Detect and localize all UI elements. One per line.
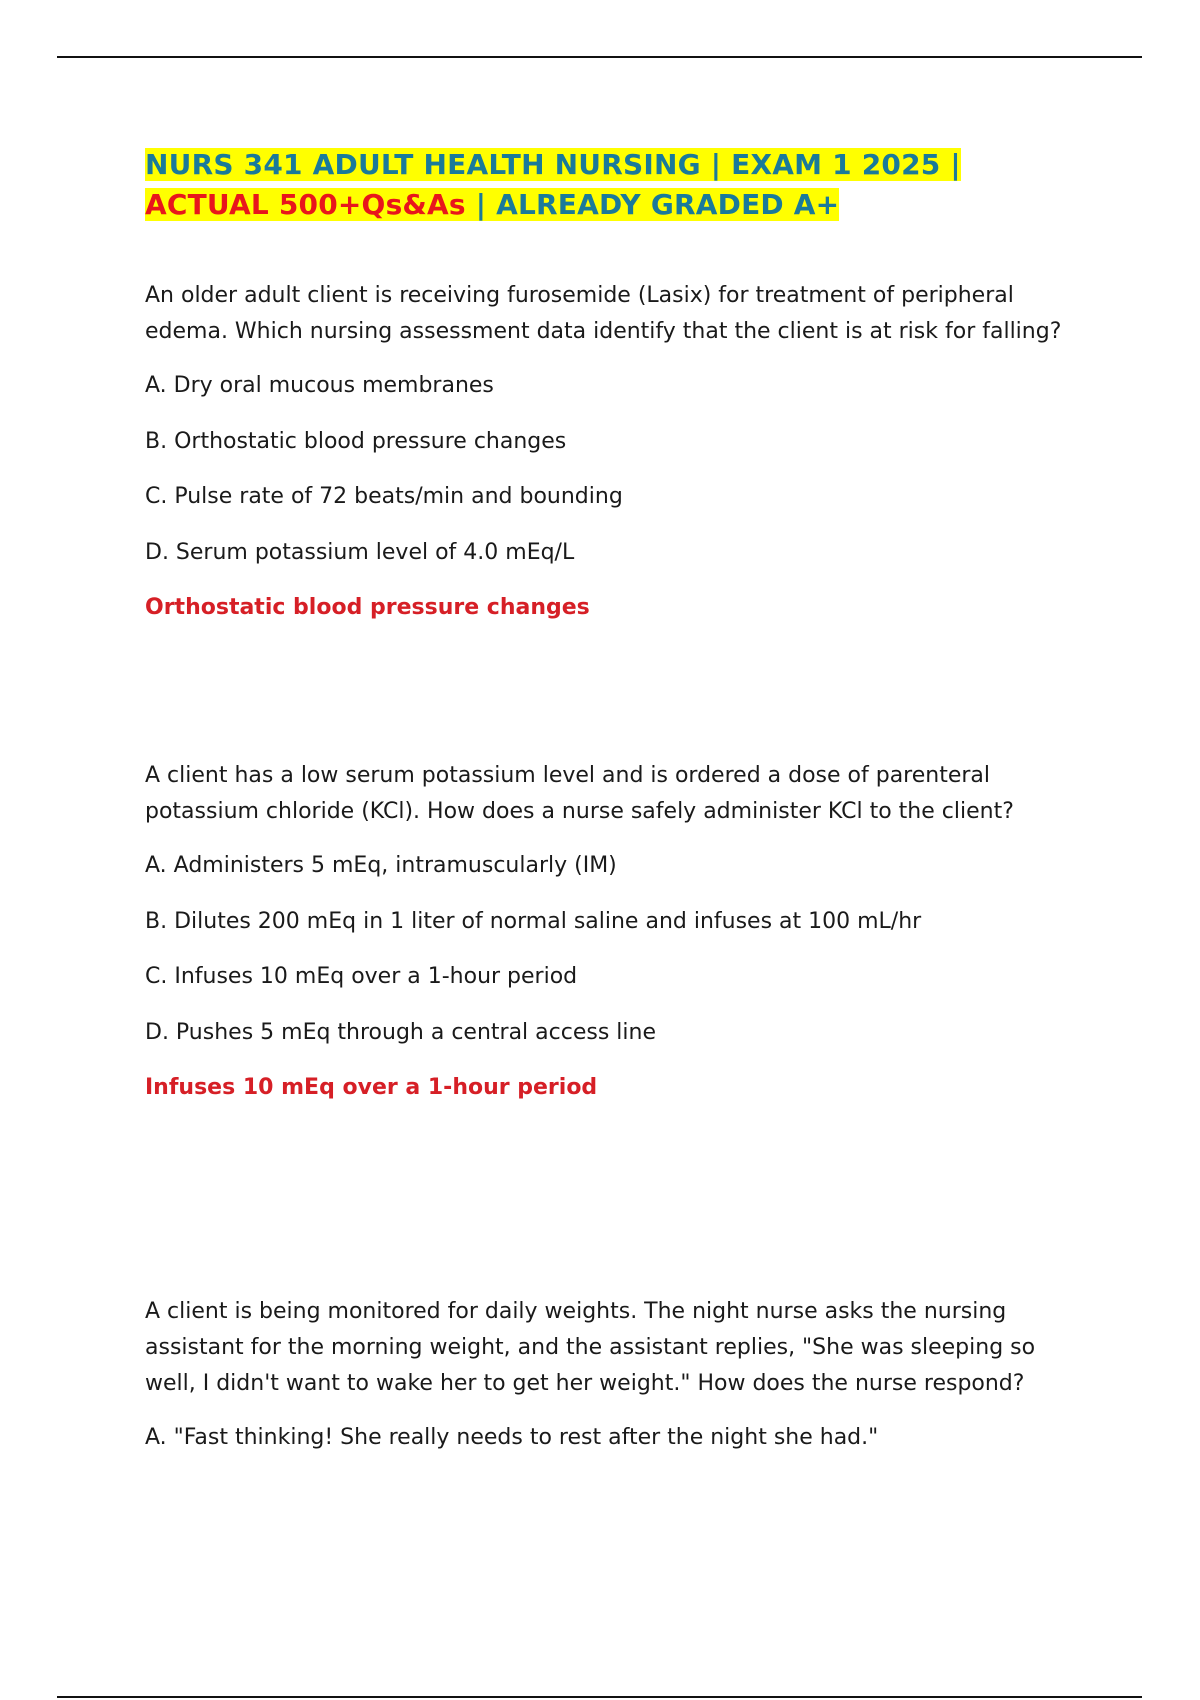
question-text: A client has a low serum potassium level and is ordered a dose of parenteral potassium chloride (KCl). How does a nurse safely administer KCl to the client? <box>145 763 1014 824</box>
document-page <box>145 145 1085 225</box>
option-c: C. Infuses 10 mEq over a 1-hour period <box>145 964 578 989</box>
title-highlight: ACTUAL 500+Qs&As <box>145 188 466 221</box>
option-d: D. Pushes 5 mEq through a central access line <box>145 1019 656 1045</box>
question-text: A client is being monitored for daily weights. The night nurse asks the nursing assistant for the morning weight, and the assistant replies, "She was sleeping so well, I didn't want to wake her to get her weight." How does the nurse respond? <box>145 1299 1036 1396</box>
option-list <box>145 1420 1085 1456</box>
document-title <box>145 145 1085 225</box>
option-a: A. "Fast thinking! She really needs to rest after the night she had." <box>145 1425 879 1450</box>
correct-answer: Orthostatic blood pressure changes <box>145 595 590 620</box>
correct-answer: Infuses 10 mEq over a 1-hour period <box>145 1075 598 1100</box>
title-grade: | ALREADY GRADED A+ <box>465 188 840 221</box>
option-d: D. Serum potassium level of 4.0 mEq/L <box>145 539 575 565</box>
question-3 <box>145 1294 1085 1476</box>
option-a: A. Dry oral mucous membranes <box>145 373 494 398</box>
option-b: B. Orthostatic blood pressure changes <box>145 428 567 454</box>
bottom-divider <box>57 1696 1142 1698</box>
question-text: An older adult client is receiving furosemide (Lasix) for treatment of peripheral edema. Which nursing assessment data identify that the client is at risk for falling? <box>145 283 1062 344</box>
question-2 <box>145 758 1085 1106</box>
option-a: A. Administers 5 mEq, intramuscularly (IM) <box>145 853 617 878</box>
option-c: C. Pulse rate of 72 beats/min and bounding <box>145 484 623 509</box>
option-b: B. Dilutes 200 mEq in 1 liter of normal saline and infuses at 100 mL/hr <box>145 908 922 934</box>
option-list <box>145 368 1085 571</box>
title-course: NURS 341 ADULT HEALTH NURSING | EXAM 1 2025 | <box>145 148 961 181</box>
option-list <box>145 848 1085 1051</box>
question-1 <box>145 278 1085 626</box>
top-divider <box>57 56 1142 58</box>
